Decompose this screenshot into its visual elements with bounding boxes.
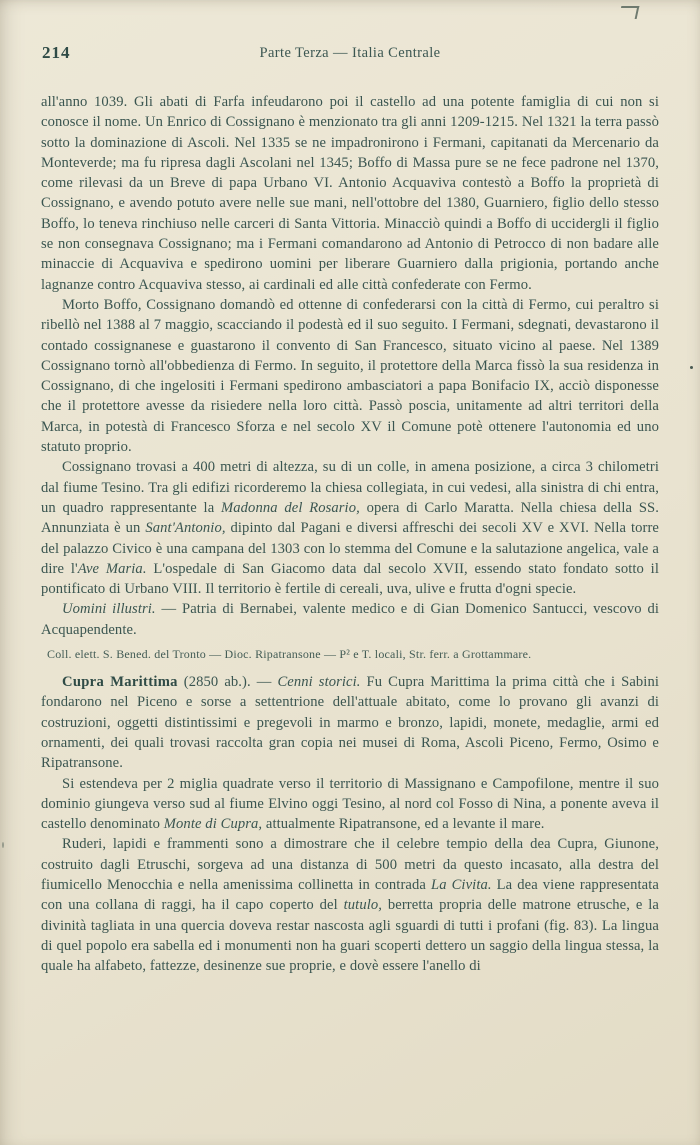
corner-pen-mark: [619, 6, 640, 19]
paragraph-farfa-history: all'anno 1039. Gli abati di Farfa infeudarono poi il castello ad una potente famiglia di cui non si conosce il nome. Un Enrico di Cossignano è menzionato tra gli anni 1209-1215. Nel 1321 la terra passò sotto la dominazione di Ascoli. Nel 1335 se ne impadronirono i Fermani, capitanati da Mercenario da Monteverde; ma fu ripresa dagli Ascolani nel 1345; Boffo di Massa pure se ne fece padrone nel 1370, come rilevasi da un Breve di papa Urbano VI. Antonio Acquaviva contestò a Boffo la proprietà di Cossignano, e avendo potuto avere nelle sue mani, nell'ottobre del 1380, Guarniero, figlio dello stesso Boffo, lo teneva rinchiuso nelle carceri di Santa Vittoria. Minacciò quindi a Boffo di uccidergli il figlio se non consegnava Cossignano; ma i Fermani comandarono ad Antonio di Petrocco di non badare alle minaccie di Acquaviva e spedirono uomini per liberare Guarniero dalla prigionia, portando anche lagnanze contro Acquaviva stesso, ai cardinali ed alle città confederate con Fermo.: [41, 94, 659, 293]
admin-info-line: Coll. elett. S. Bened. del Tronto — Dioc. Ripatransone — P² e T. locali, Str. ferr. a Grottammare.: [47, 647, 532, 662]
paragraph-cupra-marittima-intro: Cupra Marittima (2850 ab.). — Cenni storici. Fu Cupra Marittima la prima città che i Sabini fondarono nel Piceno e sorse a settentrione dell'attuale abitato, come lo provano gli avanzi di costruzioni, oggetti distintissimi e pregevoli in marmo e bronzo, lapidi, monete, medaglie, armi ed ornamenti, dei quali trovasi raccolta gran copia nei musei di Roma, Ascoli Piceno, Fermo, Osimo e Ripatransone.: [41, 674, 660, 772]
page-header: [42, 44, 658, 64]
paper-speck: [2, 842, 4, 848]
paragraph-cupra-ruins: Ruderi, lapidi e frammenti sono a dimostrare che il celebre tempio della dea Cupra, Giunone, costruito dagli Etruschi, sorgeva ad una distanza di 500 metri da questo incasato, alla destra del fiumicello Menocchia e nella amenissima collinetta in contrada La Civita. La dea viene rappresentata con una collana di raggi, ha il capo coperto del tutulo, berretta propria delle matrone etrusche, e la divinità tagliata in una quercia doveva restar nascosta agli sguardi di tutti i profani (fig. 83). La lingua di quel popolo era sabella ed i monumenti non ha guari scoperti dettero un saggio della lingua stessa, la quale ha alfabeto, fattezze, desinenze sue proprie, e dovè essere l'anello di: [41, 836, 659, 975]
page-number: 214: [42, 43, 71, 62]
paragraph-cossignano-description: Cossignano trovasi a 400 metri di altezza, su di un colle, in amena posizione, a circa 3 chilometri dal fiume Tesino. Tra gli edifizi ricorderemo la chiesa collegiata, in cui vedesi, alla sinistra di chi entra, un quadro rappresentante la Madonna del Rosario, opera di Carlo Maratta. Nella chiesa della SS. Annunziata è un Sant'Antonio, dipinto dal Pagani e diversi affreschi dei secoli XV e XVI. Nella torre del palazzo Civico è una campana del 1303 con lo stemma del Comune e la salutazione angelica, vale a dire l'Ave Maria. L'ospedale di San Giacomo data dal secolo XVII, essendo stato fondato sotto il pontificato di Urbano VIII. Il territorio è fertile di cereali, uva, ulive e frutta d'ogni specie.: [41, 459, 660, 598]
paragraph-morto-boffo: Morto Boffo, Cossignano domandò ed ottenne di confederarsi con la città di Fermo, cui peraltro si ribellò nel 1388 al 7 maggio, scacciando il podestà ed il suo seguito. I Fermani, sdegnati, devastarono il contado cossignanese e guastarono il convento di San Francesco, situato vicino al paese. Nel 1389 Cossignano tornò all'obbedienza di Fermo. In seguito, il protettore della Marca fissò la sua residenza in Cossignano, di che ingelositi i Fermani spedirono ambasciatori a papa Bonifacio IX, acciò disponesse che il protettore avesse da risiedere nella loro città. Passò poscia, unitamente ad altri territori della Marca, in potestà di Francesco Sforza e nel secolo XV il Comune potè ottenere l'autonomia ed uno statuto proprio.: [41, 296, 659, 456]
paragraph-uomini-illustri: Uomini illustri. — Patria di Bernabei, valente medico e di Gian Domenico Santucci, vescovo di Acquapendente.: [41, 601, 659, 638]
running-title: Parte Terza — Italia Centrale: [259, 45, 441, 61]
paragraph-cupra-extent: Si estendeva per 2 miglia quadrate verso il territorio di Massignano e Campofilone, mentre il suo dominio giungeva verso sud al fiume Elvino oggi Tesino, al nord col Fosso di Nina, a ponente aveva il castello denominato Monte di Cupra, attualmente Ripatransone, ed a levante il mare.: [41, 775, 659, 833]
paper-speck: [690, 366, 693, 369]
page-body: [41, 92, 659, 976]
